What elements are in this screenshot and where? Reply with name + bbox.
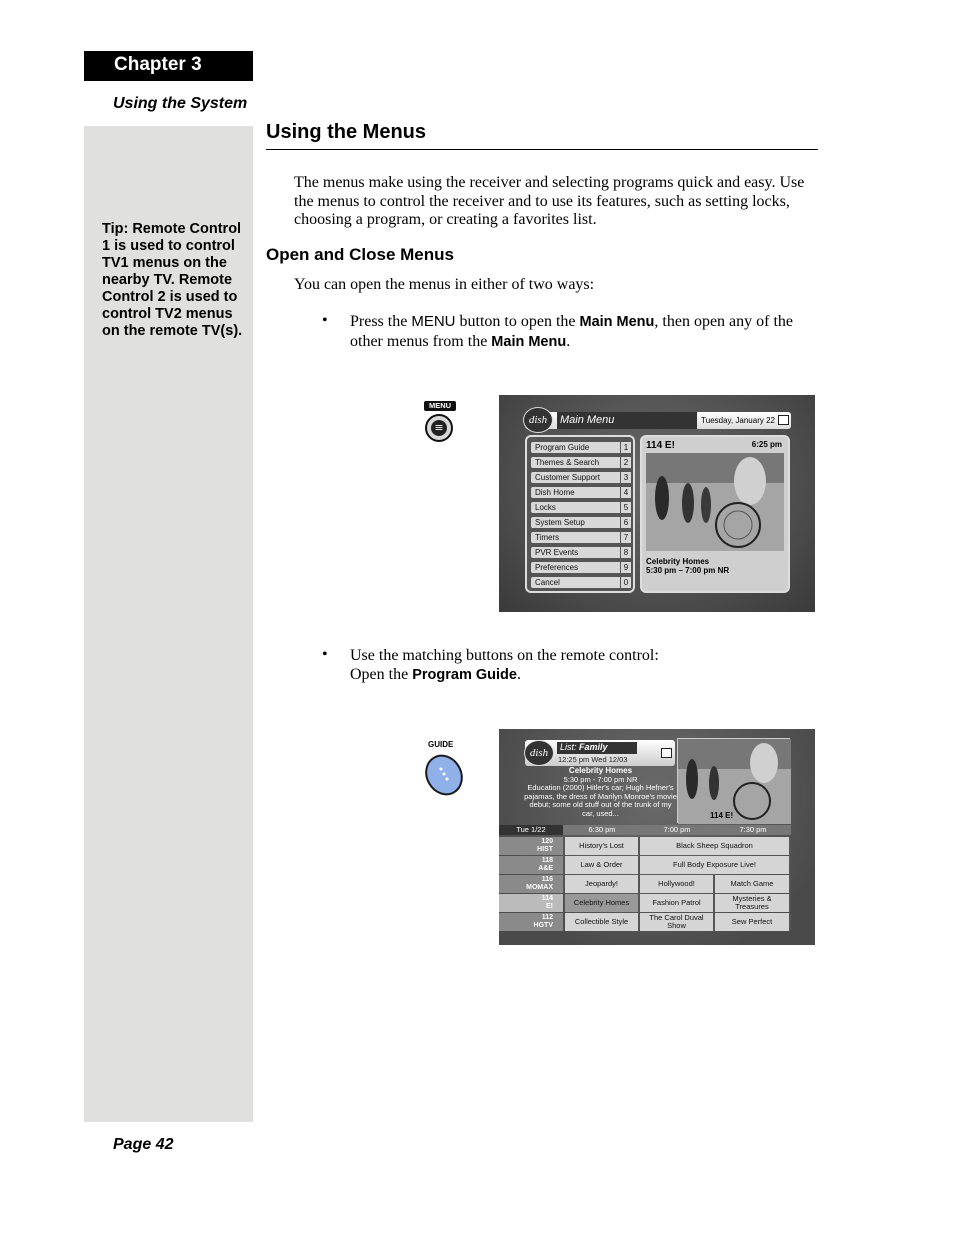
menu-button-label: MENU <box>424 401 456 411</box>
program-preview <box>640 435 790 593</box>
bullet1-main-menu: Main Menu <box>579 314 655 330</box>
chapter-label: Chapter 3 <box>84 51 253 81</box>
guide-row: 112 HGTV Collectible Style The Carol Duval Show Sew Perfect <box>499 913 791 931</box>
intro-paragraph: The menus make using the receiver and selecting programs quick and easy. Use the menus to control the receiver and to use its features, such as setting locks, choosing a program, or creating a favorites list. <box>294 174 805 228</box>
bullet1-menu-word: MENU <box>411 313 456 330</box>
preview-show <box>646 557 729 575</box>
bullet1-text-c: , then open any of the other menus from the <box>350 313 794 350</box>
tv-icon <box>661 748 672 758</box>
dish-logo: dish <box>524 740 554 766</box>
bullet2-line-1: Use the matching buttons on the remote control: <box>350 647 659 664</box>
preview-image <box>646 453 784 551</box>
street-scene-image <box>678 739 791 824</box>
bullet-text-1 <box>350 312 820 352</box>
menu-item: Cancel 0 <box>531 577 631 588</box>
menu-item: Preferences 9 <box>531 562 631 573</box>
preview-channel: 114 E! <box>646 440 675 451</box>
main-menu-screenshot <box>499 395 815 612</box>
subheading: Open and Close Menus <box>266 245 454 264</box>
menu-item: Customer Support 3 <box>531 472 631 483</box>
menu-item: System Setup 6 <box>531 517 631 528</box>
guide-row: 116 MOMAX Jeopardy! Hollywood! Match Game <box>499 875 791 893</box>
page-number: Page 42 <box>113 1136 174 1153</box>
bullet1-text-b: button to open the <box>455 313 580 330</box>
menu-item: Themes & Search 2 <box>531 457 631 468</box>
bullet1-main-menu-2: Main Menu <box>491 334 567 350</box>
menu-item: Timers 7 <box>531 532 631 543</box>
preview-time: 6:25 pm <box>751 440 782 449</box>
guide-row: 120 HIST History's Lost Black Sheep Squadron <box>499 837 791 855</box>
main-menu-title: Main Menu <box>560 414 615 426</box>
street-scene-image <box>646 453 784 551</box>
heading-rule <box>266 149 818 150</box>
guide-timebar: Tue 1/22 6:30 pm 7:00 pm 7:30 pm <box>499 825 791 835</box>
bullet2-line-2: Open the Program Guide. <box>350 666 521 683</box>
menu-item: Locks 5 <box>531 502 631 513</box>
main-menu-header <box>525 412 791 429</box>
tv-icon <box>778 415 789 425</box>
main-menu-date: Tuesday, January 22 <box>701 416 775 425</box>
ways-paragraph: You can open the menus in either of two ways: <box>294 276 595 293</box>
menu-icon: ≡ <box>431 420 447 436</box>
guide-row: 118 A&E Law & Order Full Body Exposure Live! <box>499 856 791 874</box>
menu-item: Dish Home 4 <box>531 487 631 498</box>
dish-logo: dish <box>523 407 553 433</box>
guide-description: Celebrity Homes 5:30 pm - 7:00 pm NR Education (2000) Hitler's car; Hugh Hefner's pajamas, the dress of Marilyn Monroe's movie debut; some old stuff out of the trunk of my car, used... <box>524 766 677 818</box>
preview-show-time: 5:30 pm – 7:00 pm NR <box>646 566 730 575</box>
guide-remote-button <box>424 753 464 797</box>
preview-show-title: Celebrity Homes <box>646 557 710 566</box>
page-heading: Using the Menus <box>266 121 427 143</box>
bullet2-program-guide: Program Guide <box>412 667 517 683</box>
menu-remote-button <box>425 414 453 442</box>
menu-item: Program Guide 1 <box>531 442 631 453</box>
guide-list: List: Family <box>557 742 637 754</box>
main-menu-list <box>525 435 635 593</box>
bullet-text-2 <box>350 646 820 685</box>
guide-row: 114 E! Celebrity Homes Fashion Patrol Mysteries & Treasures <box>499 894 791 912</box>
guide-preview-image <box>677 738 790 823</box>
guide-preview-channel: 114 E! <box>710 811 734 820</box>
bullet1-text-a: Press the <box>350 313 412 330</box>
program-guide-screenshot <box>499 729 815 945</box>
guide-button-label: GUIDE <box>428 740 454 749</box>
menu-item: PVR Events 8 <box>531 547 631 558</box>
tip-text: Tip: Remote Control 1 is used to control TV1 menus on the nearby TV. Remote Control 2 is used to control TV2 menus on the remote TV(s). <box>102 221 243 339</box>
bullet1-text-d: . <box>566 333 571 350</box>
guide-datetime: 12:25 pm Wed 12/03 <box>558 755 628 764</box>
section-label: Using the System <box>113 95 248 112</box>
bullet-mark-2: • <box>322 646 328 663</box>
bullet-mark-1: • <box>322 312 328 329</box>
